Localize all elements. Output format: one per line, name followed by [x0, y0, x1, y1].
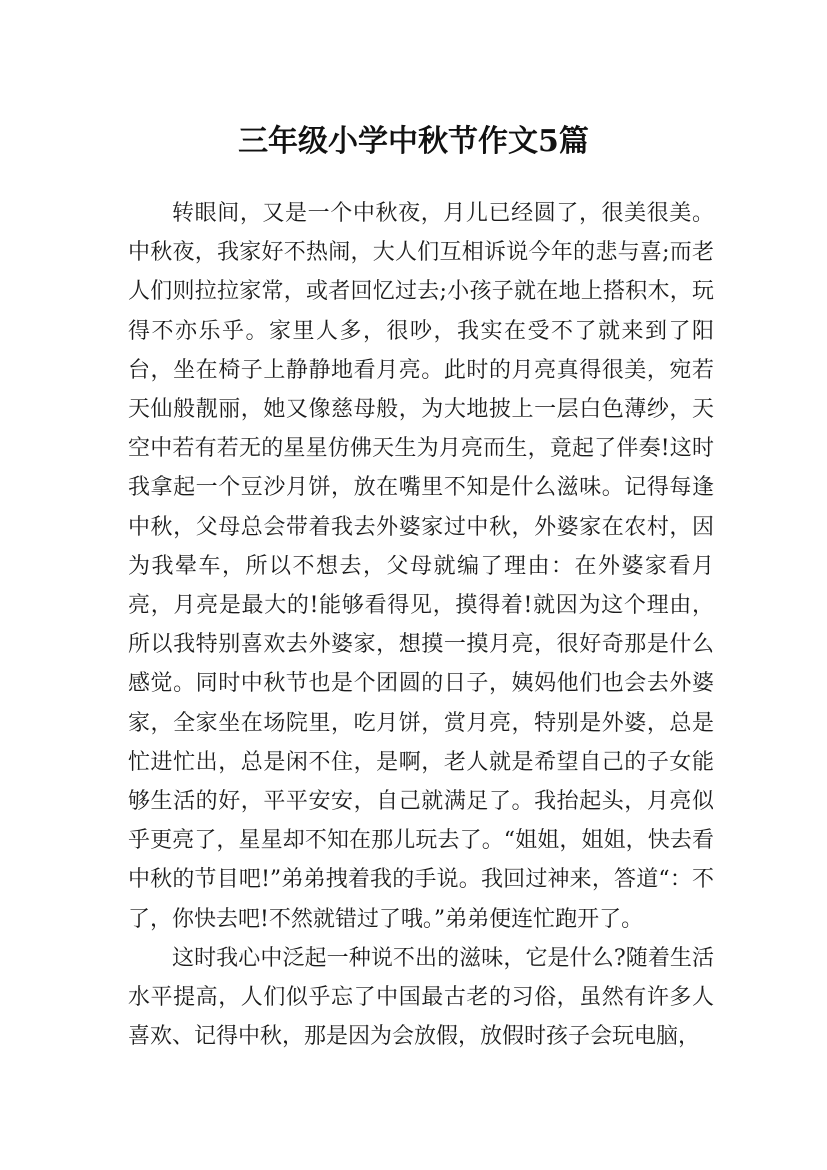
paragraph-2: 这时我心中泛起一种说不出的滋味，它是什么?随着生活水平提高，人们似乎忘了中国最古老的习俗，虽然有许多人喜欢、记得中秋，那是因为会放假，放假时孩子会玩电脑， — [128, 945, 714, 1050]
document-body — [128, 194, 714, 1056]
paragraph-1: 转眼间，又是一个中秋夜，月儿已经圆了，很美很美。中秋夜，我家好不热闹，大人们互相诉说今年的悲与喜;而老人们则拉拉家常，或者回忆过去;小孩子就在地上搭积木，玩得不亦乐乎。家里人多，很吵，我实在受不了就来到了阳台，坐在椅子上静静地看月亮。此时的月亮真得很美，宛若天仙般靓丽，她又像慈母般，为大地披上一层白色薄纱，天空中若有若无的星星仿佛天生为月亮而生，竟起了伴奏!这时我拿起一个豆沙月饼，放在嘴里不知是什么滋味。记得每逢中秋，父母总会带着我去外婆家过中秋，外婆家在农村，因为我晕车，所以不想去，父母就编了理由：在外婆家看月亮，月亮是最大的!能够看得见，摸得着!就因为这个理由，所以我特别喜欢去外婆家，想摸一摸月亮，很好奇那是什么感觉。同时中秋节也是个团圆的日子，姨妈他们也会去外婆家，全家坐在场院里，吃月饼，赏月亮，特别是外婆，总是忙进忙出，总是闲不住，是啊，老人就是希望自己的子女能够生活的好，平平安安，自己就满足了。我抬起头，月亮似乎更亮了，星星却不知在那儿玩去了。“姐姐，姐姐，快去看中秋的节目吧!”弟弟拽着我的手说。我回过神来，答道“：不了，你快去吧!不然就错过了哦。”弟弟便连忙跑开了。 — [128, 201, 714, 932]
document-title: 三年级小学中秋节作文5篇 — [238, 124, 589, 160]
